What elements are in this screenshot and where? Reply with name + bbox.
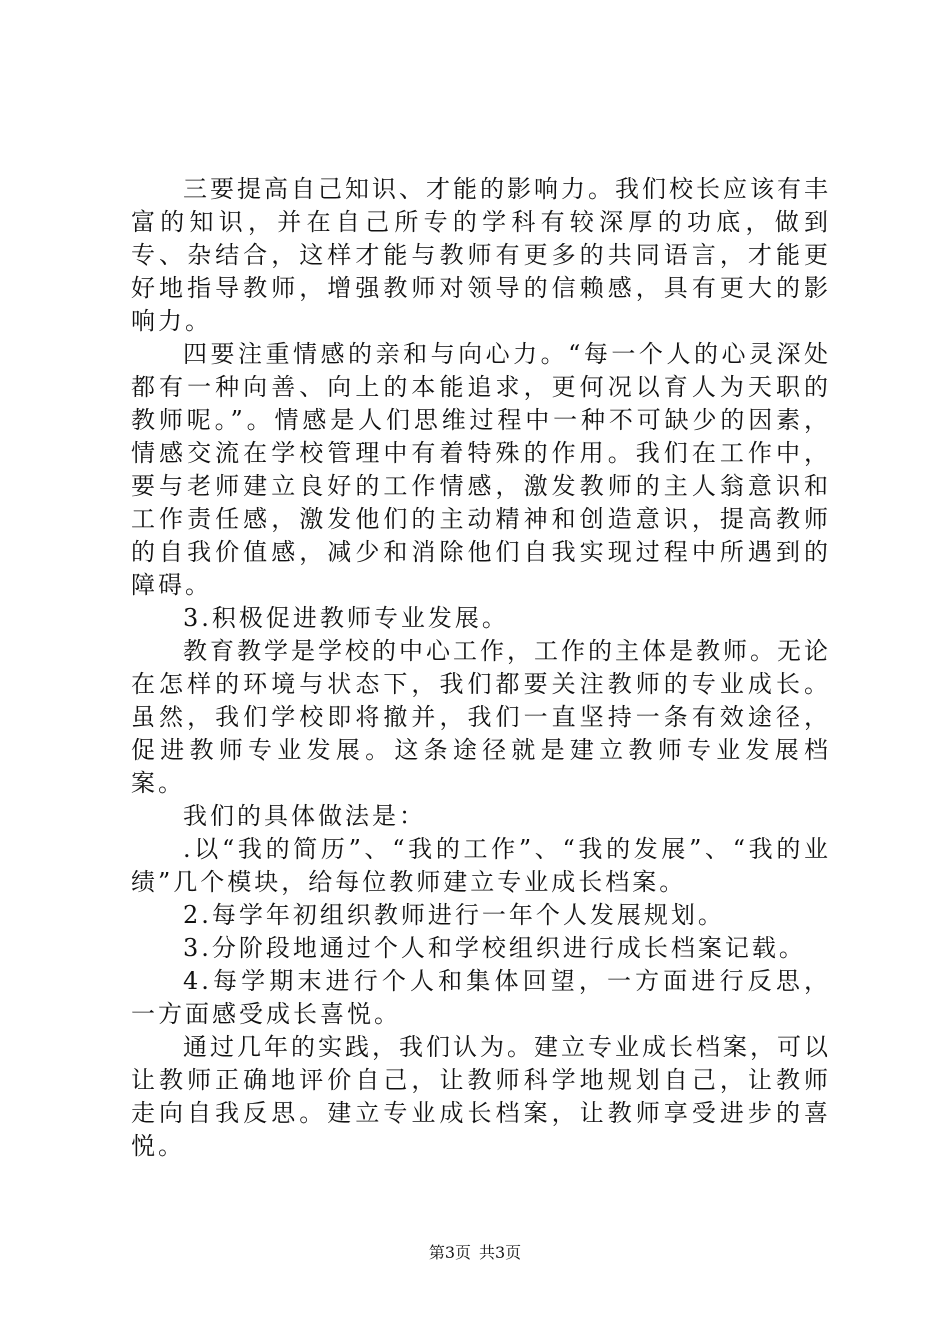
section-heading-professional-development: 3.积极促进教师专业发展。 bbox=[183, 604, 509, 632]
paragraph-emotion: 四要注重情感的亲和与向心力。“每一个人的心灵深处都有一种向善、向上的本能追求，更何况以育人为天职的教师呢。”。情感是人们思维过程中一种不可缺少的因素，情感交流在学校管理中有着特殊的作用。我们在工作中，要与老师建立良好的工作情感，激发教师的主人翁意识和工作责任感，激发他们的主动精神和创造意识，提高教师的自我价值感，减少和消除他们自我实现过程中所遇到的障碍。 bbox=[131, 340, 831, 599]
page-footer bbox=[0, 1243, 950, 1263]
paragraph-influence: 三要提高自己知识、才能的影响力。我们校长应该有丰富的知识，并在自己所专的学科有较深厚的功底，做到专、杂结合，这样才能与教师有更多的共同语言，才能更好地指导教师，增强教师对领导的信赖感，具有更大的影响力。 bbox=[131, 175, 831, 335]
list-item-stage-records: 3.分阶段地通过个人和学校组织进行成长档案记载。 bbox=[183, 934, 806, 962]
document-body bbox=[131, 173, 831, 1163]
page-number-total: 共3页 bbox=[479, 1243, 522, 1262]
list-item-term-review: 4.每学期末进行个人和集体回望，一方面进行反思，一方面感受成长喜悦。 bbox=[131, 967, 831, 1028]
paragraph-methods-intro: 我们的具体做法是： bbox=[183, 802, 426, 830]
list-item-yearly-plan: 2.每学年初组织教师进行一年个人发展规划。 bbox=[183, 901, 725, 929]
paragraph-teaching-center: 教育教学是学校的中心工作，工作的主体是教师。无论在怎样的环境与状态下，我们都要关注教师的专业成长。虽然，我们学校即将撤并，我们一直坚持一条有效途径，促进教师专业发展。这条途径就是建立教师专业发展档案。 bbox=[131, 637, 831, 797]
paragraph-conclusion: 通过几年的实践，我们认为。建立专业成长档案，可以让教师正确地评价自己，让教师科学地规划自己，让教师走向自我反思。建立专业成长档案，让教师享受进步的喜悦。 bbox=[131, 1033, 831, 1160]
page-number-current: 第3页 bbox=[428, 1243, 471, 1262]
list-item-archive-modules: .以“我的简历”、“我的工作”、“我的发展”、“我的业绩”几个模块，给每位教师建立专业成长档案。 bbox=[131, 835, 831, 896]
